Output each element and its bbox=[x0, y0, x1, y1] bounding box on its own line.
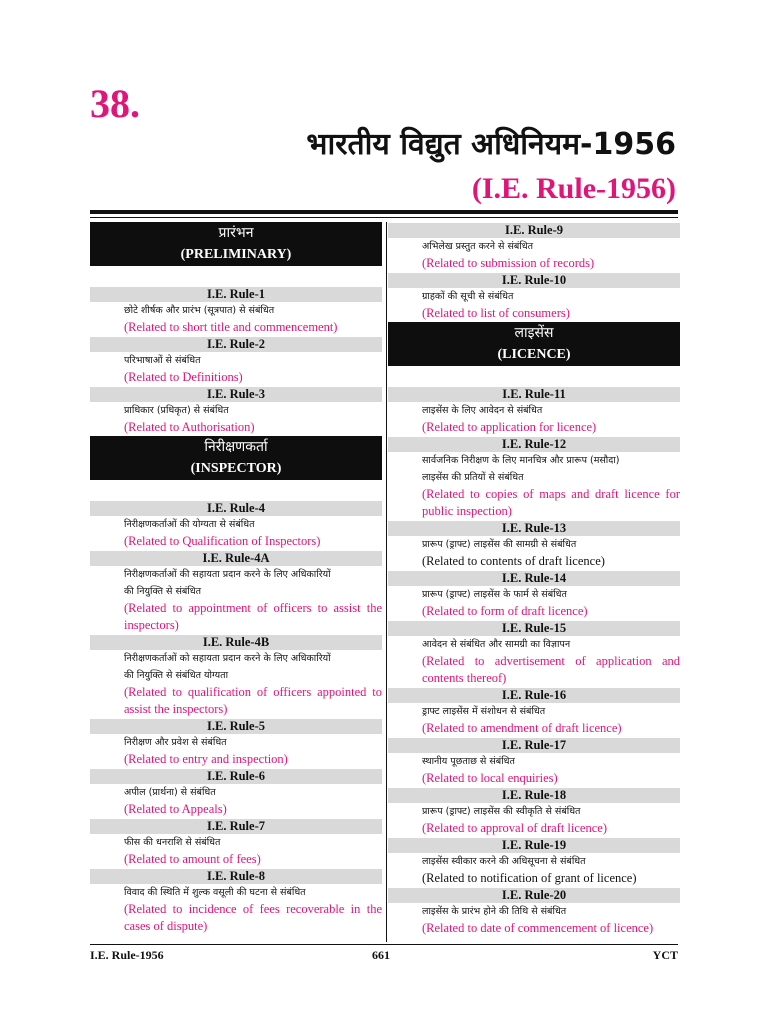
rule-heading: I.E. Rule-6 bbox=[90, 769, 382, 784]
rule-description-hindi: विवाद की स्थिति में शुल्क वसूली की घटना से संबंधित bbox=[124, 887, 306, 898]
section-header bbox=[90, 222, 382, 266]
rule-heading: I.E. Rule-4 bbox=[90, 501, 382, 516]
rule-description-hindi: अपील (प्रार्थना) से संबंधित bbox=[124, 787, 216, 798]
rule-heading: I.E. Rule-7 bbox=[90, 819, 382, 834]
rule-description-hindi: प्रारूप (ड्राफ्ट) लाइसेंस के फार्म से संबंधित bbox=[422, 589, 567, 600]
page-title-english: (I.E. Rule-1956) bbox=[471, 172, 676, 205]
rule-description-hindi: आवेदन से संबंधित और सामग्री का विज्ञापन bbox=[422, 639, 571, 650]
rule-heading: I.E. Rule-9 bbox=[388, 223, 680, 238]
rule-description-hindi: की नियुक्ति से संबंधित bbox=[124, 586, 202, 597]
page-number: 661 bbox=[372, 948, 390, 962]
rule-description-hindi: स्थानीय पूछताछ से संबंधित bbox=[422, 756, 515, 767]
left-column bbox=[90, 222, 382, 935]
rule-description-hindi: लाइसेंस की प्रतियों से संबंधित bbox=[422, 472, 524, 483]
footer-rule bbox=[90, 944, 678, 945]
rule-description-hindi: सार्वजनिक निरीक्षण के लिए मानचित्र और प्रारूप (मसौदा) bbox=[422, 455, 620, 466]
section-title-hindi: लाइसेंस bbox=[514, 325, 554, 341]
rule-description-english: (Related to submission of records) bbox=[422, 256, 595, 270]
chapter-number: 38. bbox=[90, 81, 140, 126]
column-divider bbox=[386, 222, 387, 942]
rule-heading: I.E. Rule-3 bbox=[90, 387, 382, 402]
footer-right: YCT bbox=[652, 948, 678, 962]
rule-heading: I.E. Rule-11 bbox=[388, 387, 680, 402]
rule-description-hindi: अभिलेख प्रस्तुत करने से संबंधित bbox=[422, 241, 534, 252]
rule-description-english: (Related to local enquiries) bbox=[422, 771, 558, 785]
rule-heading: I.E. Rule-1 bbox=[90, 287, 382, 302]
rule-description-hindi: लाइसेंस के लिए आवेदन से संबंधित bbox=[422, 405, 543, 416]
rule-description-english: (Related to list of consumers) bbox=[422, 306, 570, 320]
right-column bbox=[388, 222, 680, 937]
rule-description-hindi: ड्राफ्ट लाइसेंस में संशोधन से संबंधित bbox=[422, 706, 546, 717]
section-title-hindi: प्रारंभन bbox=[218, 225, 254, 241]
rule-description-hindi: निरीक्षणकर्ताओं को सहायता प्रदान करने के लिए अधिकारियों bbox=[124, 653, 331, 664]
rule-description-hindi: प्रारूप (ड्राफ्ट) लाइसेंस की सामग्री से संबंधित bbox=[422, 539, 577, 550]
rule-heading: I.E. Rule-18 bbox=[388, 788, 680, 803]
rule-description-english: (Related to date of commencement of licence) bbox=[422, 921, 654, 935]
rule-heading: I.E. Rule-20 bbox=[388, 888, 680, 903]
rule-description-english: (Related to form of draft licence) bbox=[422, 604, 588, 618]
rule-description-hindi: लाइसेंस के प्रारंभ होने की तिथि से संबंधित bbox=[422, 906, 567, 917]
rule-description-hindi: छोटे शीर्षक और प्रारंभ (सूत्रपात) से संबंधित bbox=[124, 305, 275, 316]
rule-description-english: (Related to Definitions) bbox=[124, 370, 243, 384]
rule-description-hindi: फीस की धनराशि से संबंधित bbox=[124, 837, 221, 848]
rule-description-english: (Related to contents of draft licence) bbox=[422, 554, 605, 568]
section-title-english: (INSPECTOR) bbox=[190, 461, 282, 476]
rule-description-hindi: ग्राहकों की सूची से संबंधित bbox=[422, 291, 514, 302]
rule-description-hindi: प्रारूप (ड्राफ्ट) लाइसेंस की स्वीकृति से संबंधित bbox=[422, 806, 581, 817]
title-rule-thin bbox=[90, 217, 678, 218]
rule-description-hindi: निरीक्षणकर्ताओं की सहायता प्रदान करने के लिए अधिकारियों bbox=[124, 569, 331, 580]
spacer bbox=[90, 268, 382, 286]
rule-description-english: (Related to advertisement of application and contents thereof) bbox=[422, 654, 680, 685]
footer-left: I.E. Rule-1956 bbox=[90, 948, 164, 962]
rule-description-hindi: प्राधिकार (प्रधिकृत) से संबंधित bbox=[124, 405, 229, 416]
rule-description-english: (Related to amendment of draft licence) bbox=[422, 721, 622, 735]
rule-heading: I.E. Rule-8 bbox=[90, 869, 382, 884]
rule-description-hindi: निरीक्षणकर्ताओं की योग्यता से संबंधित bbox=[124, 519, 255, 530]
rule-description-english: (Related to copies of maps and draft licence for public inspection) bbox=[422, 487, 680, 518]
rule-description-english: (Related to short title and commencement) bbox=[124, 320, 338, 334]
rule-heading: I.E. Rule-12 bbox=[388, 437, 680, 452]
section-title-hindi: निरीक्षणकर्ता bbox=[204, 439, 268, 455]
rule-description-english: (Related to Appeals) bbox=[124, 802, 227, 816]
rule-description-hindi: निरीक्षण और प्रवेश से संबंधित bbox=[124, 737, 227, 748]
rule-description-english: (Related to entry and inspection) bbox=[124, 752, 288, 766]
rule-description-english: (Related to approval of draft licence) bbox=[422, 821, 607, 835]
page-title-hindi: भारतीय विद्युत अधिनियम-1956 bbox=[306, 127, 676, 162]
rule-heading: I.E. Rule-13 bbox=[388, 521, 680, 536]
rule-heading: I.E. Rule-2 bbox=[90, 337, 382, 352]
rule-heading: I.E. Rule-5 bbox=[90, 719, 382, 734]
rule-heading: I.E. Rule-4B bbox=[90, 635, 382, 650]
rule-heading: I.E. Rule-16 bbox=[388, 688, 680, 703]
rule-description-hindi: परिभाषाओं से संबंधित bbox=[124, 355, 201, 366]
rule-description-english: (Related to qualification of officers appointed to assist the inspectors) bbox=[124, 685, 382, 716]
title-rule bbox=[90, 210, 678, 214]
rule-heading: I.E. Rule-4A bbox=[90, 551, 382, 566]
rule-description-hindi: लाइसेंस स्वीकार करने की अधिसूचना से संबंधित bbox=[422, 856, 586, 867]
rule-description-hindi: की नियुक्ति से संबंधित योग्यता bbox=[124, 670, 229, 681]
spacer bbox=[388, 368, 680, 386]
section-title-english: (PRELIMINARY) bbox=[180, 247, 292, 262]
rule-description-english: (Related to amount of fees) bbox=[124, 852, 261, 866]
rule-description-english: (Related to incidence of fees recoverable in the cases of dispute) bbox=[124, 902, 382, 933]
rule-description-english: (Related to Authorisation) bbox=[124, 420, 255, 434]
rule-description-english: (Related to appointment of officers to assist the inspectors) bbox=[124, 601, 382, 632]
rule-description-english: (Related to Qualification of Inspectors) bbox=[124, 534, 321, 548]
section-header bbox=[90, 436, 382, 480]
rule-heading: I.E. Rule-14 bbox=[388, 571, 680, 586]
section-title-english: (LICENCE) bbox=[497, 347, 571, 362]
spacer bbox=[90, 482, 382, 500]
rule-heading: I.E. Rule-17 bbox=[388, 738, 680, 753]
rule-description-english: (Related to notification of grant of licence) bbox=[422, 871, 637, 885]
rule-heading: I.E. Rule-19 bbox=[388, 838, 680, 853]
rule-heading: I.E. Rule-10 bbox=[388, 273, 680, 288]
rule-heading: I.E. Rule-15 bbox=[388, 621, 680, 636]
section-header bbox=[388, 322, 680, 366]
rule-description-english: (Related to application for licence) bbox=[422, 420, 597, 434]
